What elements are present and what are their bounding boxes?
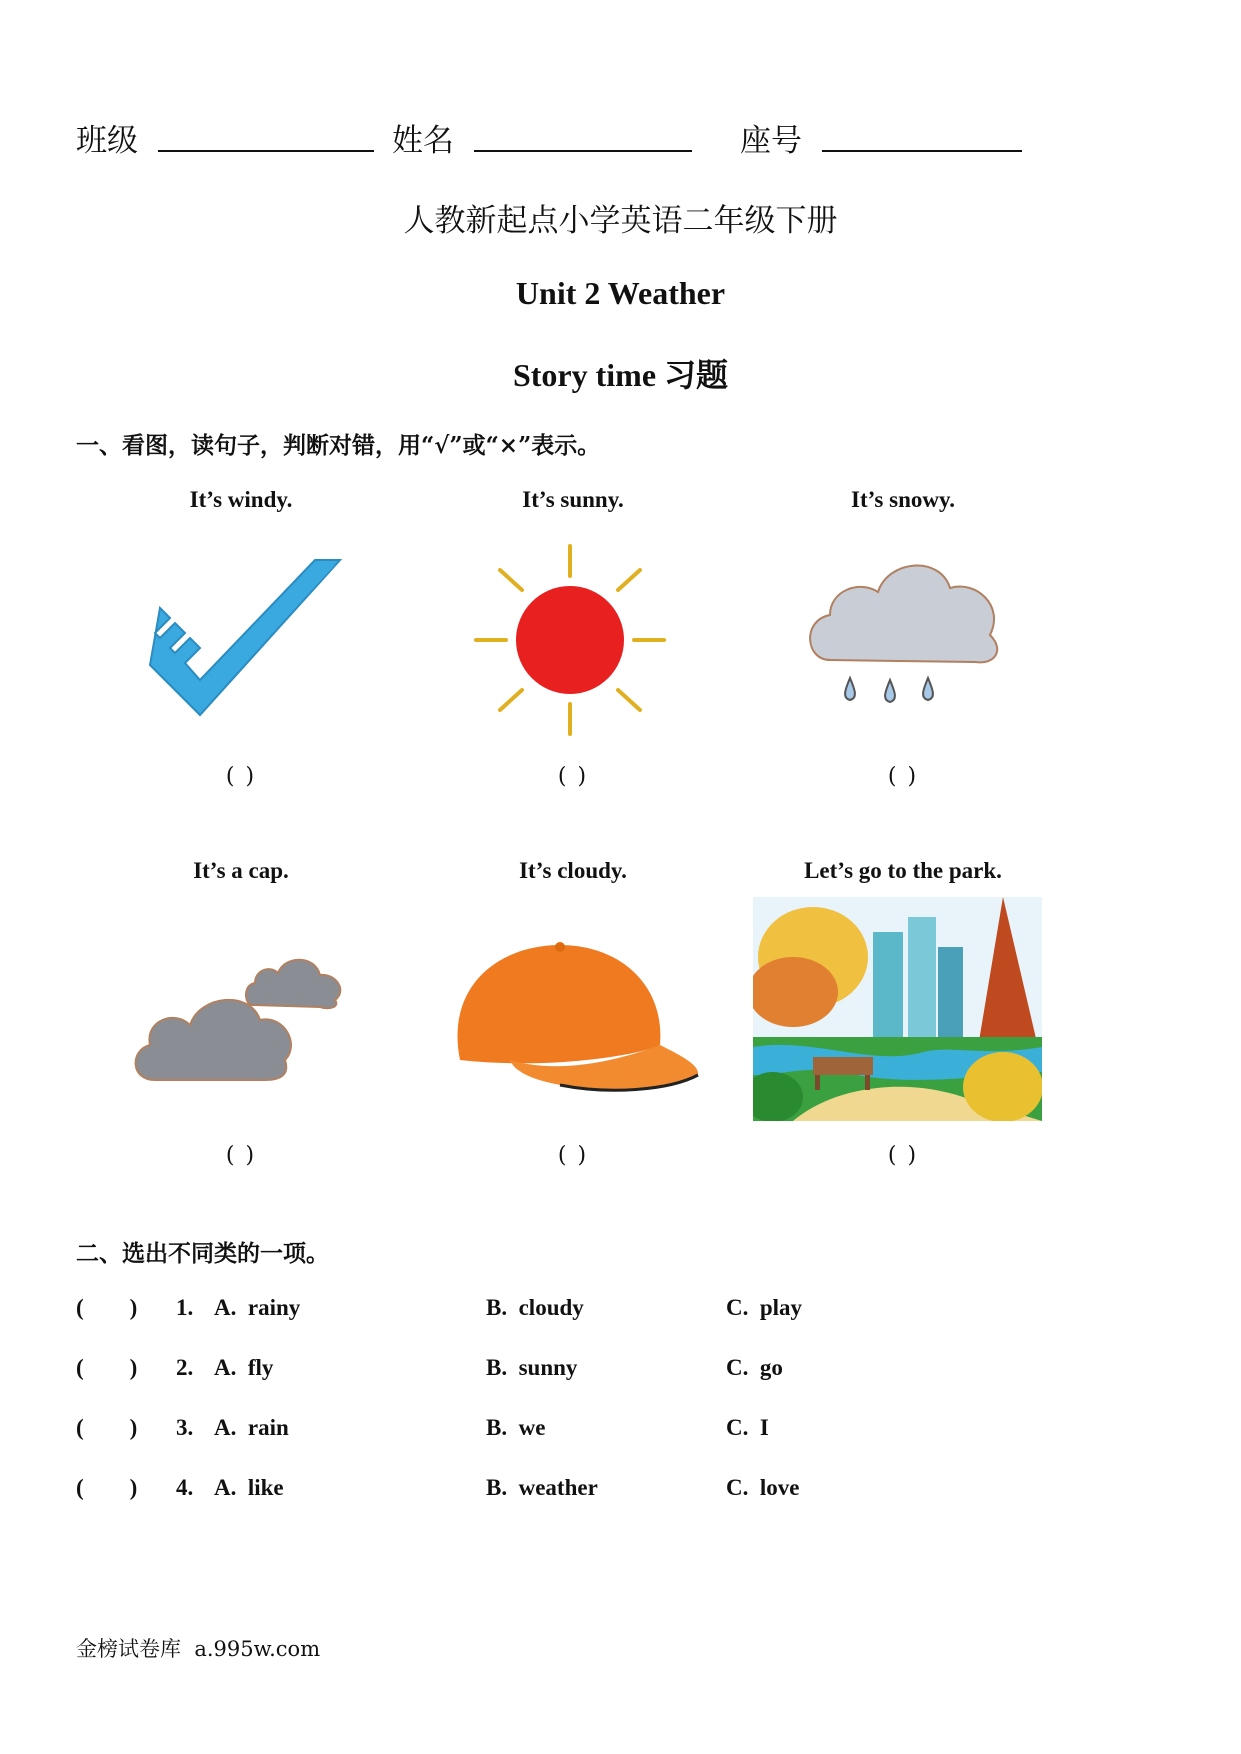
item2-answer[interactable]: ( ) (557, 764, 589, 789)
item1-sentence: It’s windy. (189, 487, 293, 512)
q1-option-b: B. cloudy (486, 1295, 584, 1320)
q1-option-a: A. rainy (214, 1295, 301, 1320)
q3-option-a: A. rain (214, 1415, 289, 1440)
footer-text: 金榜试卷库 a.995w.com (76, 1637, 321, 1661)
item3-answer[interactable]: ( ) (887, 764, 919, 789)
item5-answer[interactable]: ( ) (557, 1143, 589, 1168)
name-label: 姓名 (392, 123, 454, 159)
clouds-icon (130, 935, 355, 1090)
item6-sentence: Let’s go to the park. (804, 858, 1002, 883)
item2-sentence: It’s sunny. (522, 487, 624, 512)
q2-number: 2. (176, 1355, 194, 1380)
q4-answer[interactable]: ( ) (76, 1475, 138, 1500)
book-title: 人教新起点小学英语二年级下册 (403, 203, 838, 239)
park-image (753, 897, 1042, 1121)
item3-sentence: It’s snowy. (851, 487, 955, 512)
item6-answer[interactable]: ( ) (887, 1143, 919, 1168)
q2-answer[interactable]: ( ) (76, 1355, 138, 1380)
section1-instruction: 一、看图，读句子，判断对错，用“√”或“×”表示。 (76, 432, 601, 459)
item4-sentence: It’s a cap. (193, 858, 289, 883)
q4-number: 4. (176, 1475, 194, 1500)
q3-answer[interactable]: ( ) (76, 1415, 138, 1440)
q1-answer[interactable]: ( ) (76, 1295, 138, 1320)
q4-option-c: C. love (726, 1475, 800, 1500)
class-label: 班级 (76, 123, 138, 159)
q4-option-a: A. like (214, 1475, 284, 1500)
q2-option-b: B. sunny (486, 1355, 578, 1380)
seat-blank[interactable] (822, 150, 1022, 152)
unit-title: Unit 2 Weather (515, 275, 726, 311)
q2-option-a: A. fly (214, 1355, 274, 1380)
rain-cloud-icon (800, 550, 1010, 725)
cap-icon (440, 925, 705, 1105)
q1-number: 1. (176, 1295, 194, 1320)
sun-icon (470, 540, 670, 740)
class-blank[interactable] (158, 150, 374, 152)
q1-option-c: C. play (726, 1295, 803, 1320)
checkmark-icon (145, 555, 345, 730)
item1-answer[interactable]: ( ) (225, 764, 257, 789)
q3-number: 3. (176, 1415, 194, 1440)
seat-label: 座号 (740, 123, 802, 159)
item4-answer[interactable]: ( ) (225, 1143, 257, 1168)
q3-option-b: B. we (486, 1415, 546, 1440)
q2-option-c: C. go (726, 1355, 783, 1380)
q4-option-b: B. weather (486, 1475, 598, 1500)
section2-instruction: 二、选出不同类的一项。 (76, 1240, 329, 1267)
lesson-title: Story time 习题 (512, 357, 729, 393)
name-blank[interactable] (474, 150, 692, 152)
q3-option-c: C. I (726, 1415, 769, 1440)
item5-sentence: It’s cloudy. (519, 858, 627, 883)
